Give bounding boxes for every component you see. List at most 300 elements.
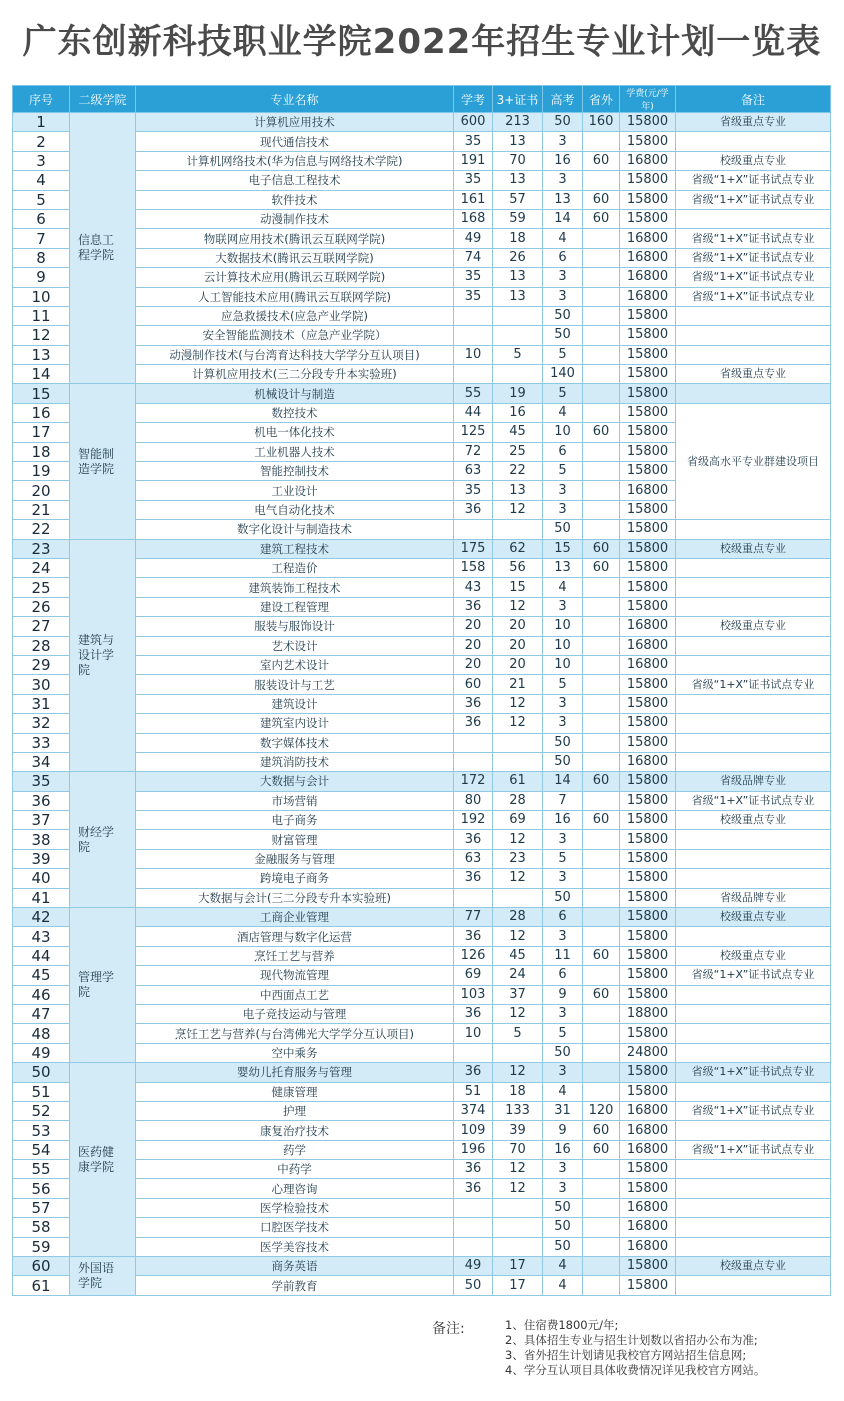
row-remark [676, 1024, 831, 1043]
row-seq: 50 [13, 1063, 70, 1082]
table-row [13, 1024, 831, 1043]
gaokao-quota: 10 [543, 423, 583, 442]
out-of-province-quota [583, 229, 620, 248]
out-of-province-quota [583, 500, 620, 519]
row-seq: 48 [13, 1024, 70, 1043]
tuition-fee: 15800 [620, 132, 676, 151]
header-gaokao: 高考 [543, 86, 583, 113]
out-of-province-quota [583, 1237, 620, 1256]
major-name: 建筑室内设计 [136, 714, 454, 733]
college-name [70, 384, 136, 539]
table-row [13, 1140, 831, 1159]
row-remark [676, 1198, 831, 1217]
gaokao-quota: 6 [543, 908, 583, 927]
tuition-fee: 15800 [620, 1179, 676, 1198]
xuekao-quota: 20 [454, 655, 493, 674]
major-name: 数字媒体技术 [136, 733, 454, 752]
gaokao-quota: 50 [543, 306, 583, 325]
table-row [13, 520, 831, 539]
cert-quota: 13 [493, 132, 543, 151]
header-tuition: 学费(元/学年) [620, 86, 676, 113]
major-name: 电子信息工程技术 [136, 171, 454, 190]
row-seq: 24 [13, 558, 70, 577]
cert-quota [493, 1043, 543, 1062]
row-seq: 27 [13, 617, 70, 636]
table-row [13, 694, 831, 713]
tuition-fee: 15800 [620, 539, 676, 558]
table-row [13, 248, 831, 267]
table-row [13, 306, 831, 325]
gaokao-quota: 3 [543, 1004, 583, 1023]
table-row [13, 287, 831, 306]
gaokao-quota: 50 [543, 1218, 583, 1237]
out-of-province-quota [583, 733, 620, 752]
major-name: 建设工程管理 [136, 597, 454, 616]
college-label: 财经学院 [78, 824, 115, 854]
major-name: 电子竞技运动与管理 [136, 1004, 454, 1023]
major-name: 软件技术 [136, 190, 454, 209]
table-row [13, 927, 831, 946]
major-name: 康复治疗技术 [136, 1121, 454, 1140]
major-name: 动漫制作技术 [136, 209, 454, 228]
tuition-fee: 15800 [620, 946, 676, 965]
tuition-fee: 15800 [620, 520, 676, 539]
major-name: 数字化设计与制造技术 [136, 520, 454, 539]
header-remarks: 备注 [676, 86, 831, 113]
gaokao-quota: 50 [543, 326, 583, 345]
row-remark [676, 326, 831, 345]
cert-quota [493, 520, 543, 539]
row-seq: 39 [13, 849, 70, 868]
cert-quota: 25 [493, 442, 543, 461]
row-remark: 省级“1+X”证书试点专业 [676, 675, 831, 694]
tuition-fee: 15800 [620, 675, 676, 694]
cert-quota: 21 [493, 675, 543, 694]
tuition-fee: 15800 [620, 1024, 676, 1043]
gaokao-quota: 11 [543, 946, 583, 965]
cert-quota: 12 [493, 1063, 543, 1082]
cert-quota: 12 [493, 1160, 543, 1179]
table-row [13, 636, 831, 655]
cert-quota: 61 [493, 772, 543, 791]
college-label: 信息工程学院 [78, 233, 115, 263]
gaokao-quota: 3 [543, 481, 583, 500]
tuition-fee: 15800 [620, 927, 676, 946]
row-seq: 40 [13, 869, 70, 888]
header-college: 二级学院 [70, 86, 136, 113]
tuition-fee: 16800 [620, 268, 676, 287]
out-of-province-quota: 60 [583, 151, 620, 170]
xuekao-quota: 175 [454, 539, 493, 558]
gaokao-quota: 3 [543, 714, 583, 733]
cert-quota: 56 [493, 558, 543, 577]
table-row [13, 345, 831, 364]
gaokao-quota: 4 [543, 1276, 583, 1295]
major-name: 学前教育 [136, 1276, 454, 1295]
row-seq: 25 [13, 578, 70, 597]
tuition-fee: 15800 [620, 326, 676, 345]
tuition-fee: 15800 [620, 985, 676, 1004]
out-of-province-quota [583, 481, 620, 500]
row-remark [676, 655, 831, 674]
xuekao-quota: 196 [454, 1140, 493, 1159]
xuekao-quota: 69 [454, 966, 493, 985]
out-of-province-quota [583, 1276, 620, 1295]
table-row [13, 1082, 831, 1101]
gaokao-quota: 4 [543, 1082, 583, 1101]
cert-quota: 37 [493, 985, 543, 1004]
enrollment-plan-table [12, 85, 831, 1296]
table-row [13, 597, 831, 616]
college-label: 外国语学院 [78, 1260, 115, 1290]
tuition-fee: 16800 [620, 636, 676, 655]
row-remark: 省级“1+X”证书试点专业 [676, 287, 831, 306]
tuition-fee: 16800 [620, 248, 676, 267]
gaokao-quota: 6 [543, 442, 583, 461]
row-remark: 省级品牌专业 [676, 888, 831, 907]
row-remark: 省级品牌专业 [676, 772, 831, 791]
cert-quota: 22 [493, 462, 543, 481]
gaokao-quota: 5 [543, 849, 583, 868]
tuition-fee: 15800 [620, 869, 676, 888]
cert-quota: 15 [493, 578, 543, 597]
cert-quota: 18 [493, 229, 543, 248]
cert-quota [493, 365, 543, 384]
row-remark [676, 1276, 831, 1295]
gaokao-quota: 50 [543, 520, 583, 539]
header-major: 专业名称 [136, 86, 454, 113]
row-seq: 34 [13, 752, 70, 771]
table-row [13, 209, 831, 228]
tuition-fee: 15800 [620, 694, 676, 713]
cert-quota: 69 [493, 811, 543, 830]
cert-quota [493, 888, 543, 907]
tuition-fee: 15800 [620, 791, 676, 810]
row-seq: 28 [13, 636, 70, 655]
row-seq: 37 [13, 811, 70, 830]
table-row [13, 403, 831, 422]
major-name: 电气自动化技术 [136, 500, 454, 519]
xuekao-quota: 158 [454, 558, 493, 577]
out-of-province-quota: 60 [583, 539, 620, 558]
gaokao-quota: 50 [543, 752, 583, 771]
remarks-list [505, 1318, 765, 1378]
tuition-fee: 15800 [620, 190, 676, 209]
cert-quota: 19 [493, 384, 543, 403]
xuekao-quota: 125 [454, 423, 493, 442]
row-seq: 12 [13, 326, 70, 345]
out-of-province-quota [583, 597, 620, 616]
row-seq: 57 [13, 1198, 70, 1217]
row-remark [676, 384, 831, 403]
row-seq: 2 [13, 132, 70, 151]
out-of-province-quota [583, 384, 620, 403]
header-3plus-cert: 3+证书 [493, 86, 543, 113]
table-row [13, 811, 831, 830]
college-name [70, 908, 136, 1063]
row-remark [676, 132, 831, 151]
major-name: 智能控制技术 [136, 462, 454, 481]
tuition-fee: 15800 [620, 442, 676, 461]
cert-quota: 17 [493, 1276, 543, 1295]
cert-quota [493, 733, 543, 752]
row-seq: 17 [13, 423, 70, 442]
table-row [13, 539, 831, 558]
row-remark [676, 558, 831, 577]
out-of-province-quota [583, 1082, 620, 1101]
xuekao-quota [454, 752, 493, 771]
major-name: 建筑工程技术 [136, 539, 454, 558]
xuekao-quota: 20 [454, 617, 493, 636]
out-of-province-quota: 60 [583, 1140, 620, 1159]
xuekao-quota: 74 [454, 248, 493, 267]
row-seq: 42 [13, 908, 70, 927]
table-row [13, 752, 831, 771]
row-seq: 43 [13, 927, 70, 946]
out-of-province-quota: 120 [583, 1101, 620, 1120]
major-name: 动漫制作技术(与台湾育达科技大学学分互认项目) [136, 345, 454, 364]
row-remark [676, 1043, 831, 1062]
row-seq: 29 [13, 655, 70, 674]
cert-quota [493, 326, 543, 345]
major-name: 现代通信技术 [136, 132, 454, 151]
gaokao-quota: 3 [543, 1063, 583, 1082]
row-seq: 20 [13, 481, 70, 500]
major-name: 建筑消防技术 [136, 752, 454, 771]
cert-quota: 45 [493, 946, 543, 965]
table-row [13, 229, 831, 248]
out-of-province-quota [583, 403, 620, 422]
xuekao-quota: 77 [454, 908, 493, 927]
major-name: 室内艺术设计 [136, 655, 454, 674]
row-remark: 省级“1+X”证书试点专业 [676, 190, 831, 209]
major-name: 大数据技术(腾讯云互联网学院) [136, 248, 454, 267]
table-body [13, 113, 831, 1296]
cert-quota: 12 [493, 1004, 543, 1023]
remark-item: 4、学分互认项目具体收费情况详见我校官方网站。 [505, 1363, 766, 1377]
out-of-province-quota [583, 306, 620, 325]
cert-quota: 13 [493, 481, 543, 500]
row-remark: 省级“1+X”证书试点专业 [676, 268, 831, 287]
gaokao-quota: 3 [543, 1160, 583, 1179]
gaokao-quota: 3 [543, 287, 583, 306]
out-of-province-quota [583, 326, 620, 345]
tuition-fee: 15800 [620, 830, 676, 849]
row-remark: 校级重点专业 [676, 151, 831, 170]
row-remark: 校级重点专业 [676, 617, 831, 636]
row-remark [676, 1082, 831, 1101]
college-label: 建筑与设计学院 [78, 632, 115, 677]
xuekao-quota: 20 [454, 636, 493, 655]
xuekao-quota: 109 [454, 1121, 493, 1140]
table-row [13, 985, 831, 1004]
row-remark [676, 1121, 831, 1140]
table-row [13, 365, 831, 384]
out-of-province-quota [583, 655, 620, 674]
cert-quota: 12 [493, 830, 543, 849]
out-of-province-quota: 60 [583, 190, 620, 209]
out-of-province-quota [583, 927, 620, 946]
xuekao-quota: 35 [454, 132, 493, 151]
xuekao-quota: 36 [454, 597, 493, 616]
gaokao-quota: 10 [543, 617, 583, 636]
gaokao-quota: 6 [543, 966, 583, 985]
tuition-fee: 15800 [620, 1257, 676, 1276]
major-name: 心理咨询 [136, 1179, 454, 1198]
major-name: 财富管理 [136, 830, 454, 849]
tuition-fee: 15800 [620, 849, 676, 868]
out-of-province-quota [583, 1004, 620, 1023]
row-seq: 60 [13, 1257, 70, 1276]
row-seq: 35 [13, 772, 70, 791]
xuekao-quota: 51 [454, 1082, 493, 1101]
row-remark [676, 306, 831, 325]
row-seq: 23 [13, 539, 70, 558]
table-row [13, 384, 831, 403]
major-name: 计算机应用技术(三二分段专升本实验班) [136, 365, 454, 384]
major-name: 医学美容技术 [136, 1237, 454, 1256]
major-name: 中西面点工艺 [136, 985, 454, 1004]
college-label: 智能制造学院 [78, 446, 115, 476]
xuekao-quota: 36 [454, 1004, 493, 1023]
page-title: 广东创新科技职业学院2022年招生专业计划一览表 [22, 22, 822, 62]
gaokao-quota: 4 [543, 403, 583, 422]
out-of-province-quota [583, 345, 620, 364]
row-remark [676, 733, 831, 752]
major-name: 药学 [136, 1140, 454, 1159]
cert-quota: 23 [493, 849, 543, 868]
tuition-fee: 15800 [620, 209, 676, 228]
table-row [13, 714, 831, 733]
xuekao-quota: 161 [454, 190, 493, 209]
row-remark: 校级重点专业 [676, 539, 831, 558]
xuekao-quota: 80 [454, 791, 493, 810]
major-name: 烹饪工艺与营养(与台湾佛光大学学分互认项目) [136, 1024, 454, 1043]
tuition-fee: 15800 [620, 113, 676, 132]
xuekao-quota: 63 [454, 462, 493, 481]
table-row [13, 578, 831, 597]
tuition-fee: 15800 [620, 888, 676, 907]
xuekao-quota: 192 [454, 811, 493, 830]
xuekao-quota: 36 [454, 1160, 493, 1179]
row-seq: 26 [13, 597, 70, 616]
cert-quota: 28 [493, 908, 543, 927]
tuition-fee: 15800 [620, 558, 676, 577]
row-remark [676, 1160, 831, 1179]
out-of-province-quota [583, 1218, 620, 1237]
remark-item: 1、住宿费1800元/年; [505, 1318, 619, 1332]
row-remark [676, 714, 831, 733]
out-of-province-quota [583, 1198, 620, 1217]
table-row [13, 151, 831, 170]
out-of-province-quota [583, 578, 620, 597]
row-seq: 58 [13, 1218, 70, 1237]
tuition-fee: 15800 [620, 345, 676, 364]
table-row [13, 1160, 831, 1179]
gaokao-quota: 16 [543, 1140, 583, 1159]
cert-quota: 24 [493, 966, 543, 985]
xuekao-quota: 36 [454, 1063, 493, 1082]
cert-quota: 12 [493, 869, 543, 888]
gaokao-quota: 13 [543, 558, 583, 577]
gaokao-quota: 9 [543, 1121, 583, 1140]
table-row [13, 1276, 831, 1295]
major-name: 物联网应用技术(腾讯云互联网学院) [136, 229, 454, 248]
out-of-province-quota [583, 1257, 620, 1276]
cert-quota: 20 [493, 636, 543, 655]
out-of-province-quota [583, 752, 620, 771]
tuition-fee: 15800 [620, 306, 676, 325]
tuition-fee: 15800 [620, 733, 676, 752]
gaokao-quota: 5 [543, 345, 583, 364]
row-remark [676, 597, 831, 616]
cert-quota: 12 [493, 597, 543, 616]
tuition-fee: 15800 [620, 384, 676, 403]
cert-quota [493, 1237, 543, 1256]
major-name: 艺术设计 [136, 636, 454, 655]
tuition-fee: 16800 [620, 481, 676, 500]
row-seq: 4 [13, 171, 70, 190]
cert-quota: 12 [493, 694, 543, 713]
major-name: 工商企业管理 [136, 908, 454, 927]
row-seq: 7 [13, 229, 70, 248]
row-seq: 61 [13, 1276, 70, 1295]
gaokao-quota: 5 [543, 675, 583, 694]
table-row [13, 326, 831, 345]
gaokao-quota: 14 [543, 772, 583, 791]
row-remark [676, 209, 831, 228]
major-name: 计算机应用技术 [136, 113, 454, 132]
row-seq: 52 [13, 1101, 70, 1120]
out-of-province-quota [583, 171, 620, 190]
out-of-province-quota [583, 694, 620, 713]
gaokao-quota: 10 [543, 636, 583, 655]
row-seq: 49 [13, 1043, 70, 1062]
out-of-province-quota [583, 1024, 620, 1043]
major-name: 服装设计与工艺 [136, 675, 454, 694]
row-seq: 22 [13, 520, 70, 539]
major-name: 应急救援技术(应急产业学院) [136, 306, 454, 325]
out-of-province-quota [583, 268, 620, 287]
row-remark: 省级“1+X”证书试点专业 [676, 1101, 831, 1120]
table-row [13, 888, 831, 907]
gaokao-quota: 5 [543, 462, 583, 481]
xuekao-quota [454, 306, 493, 325]
row-remark [676, 520, 831, 539]
xuekao-quota: 55 [454, 384, 493, 403]
table-row [13, 675, 831, 694]
cert-quota: 28 [493, 791, 543, 810]
major-name: 安全智能监测技术（应急产业学院） [136, 326, 454, 345]
table-row [13, 966, 831, 985]
out-of-province-quota [583, 520, 620, 539]
gaokao-quota: 10 [543, 655, 583, 674]
row-remark: 省级“1+X”证书试点专业 [676, 791, 831, 810]
table-row [13, 1198, 831, 1217]
xuekao-quota: 36 [454, 694, 493, 713]
major-name: 人工智能技术应用(腾讯云互联网学院) [136, 287, 454, 306]
xuekao-quota [454, 1218, 493, 1237]
gaokao-quota: 3 [543, 869, 583, 888]
college-name [70, 1063, 136, 1257]
cert-quota: 26 [493, 248, 543, 267]
xuekao-quota: 36 [454, 830, 493, 849]
xuekao-quota: 10 [454, 345, 493, 364]
gaokao-quota: 15 [543, 539, 583, 558]
xuekao-quota: 35 [454, 287, 493, 306]
tuition-fee: 15800 [620, 578, 676, 597]
row-remark: 省级“1+X”证书试点专业 [676, 248, 831, 267]
